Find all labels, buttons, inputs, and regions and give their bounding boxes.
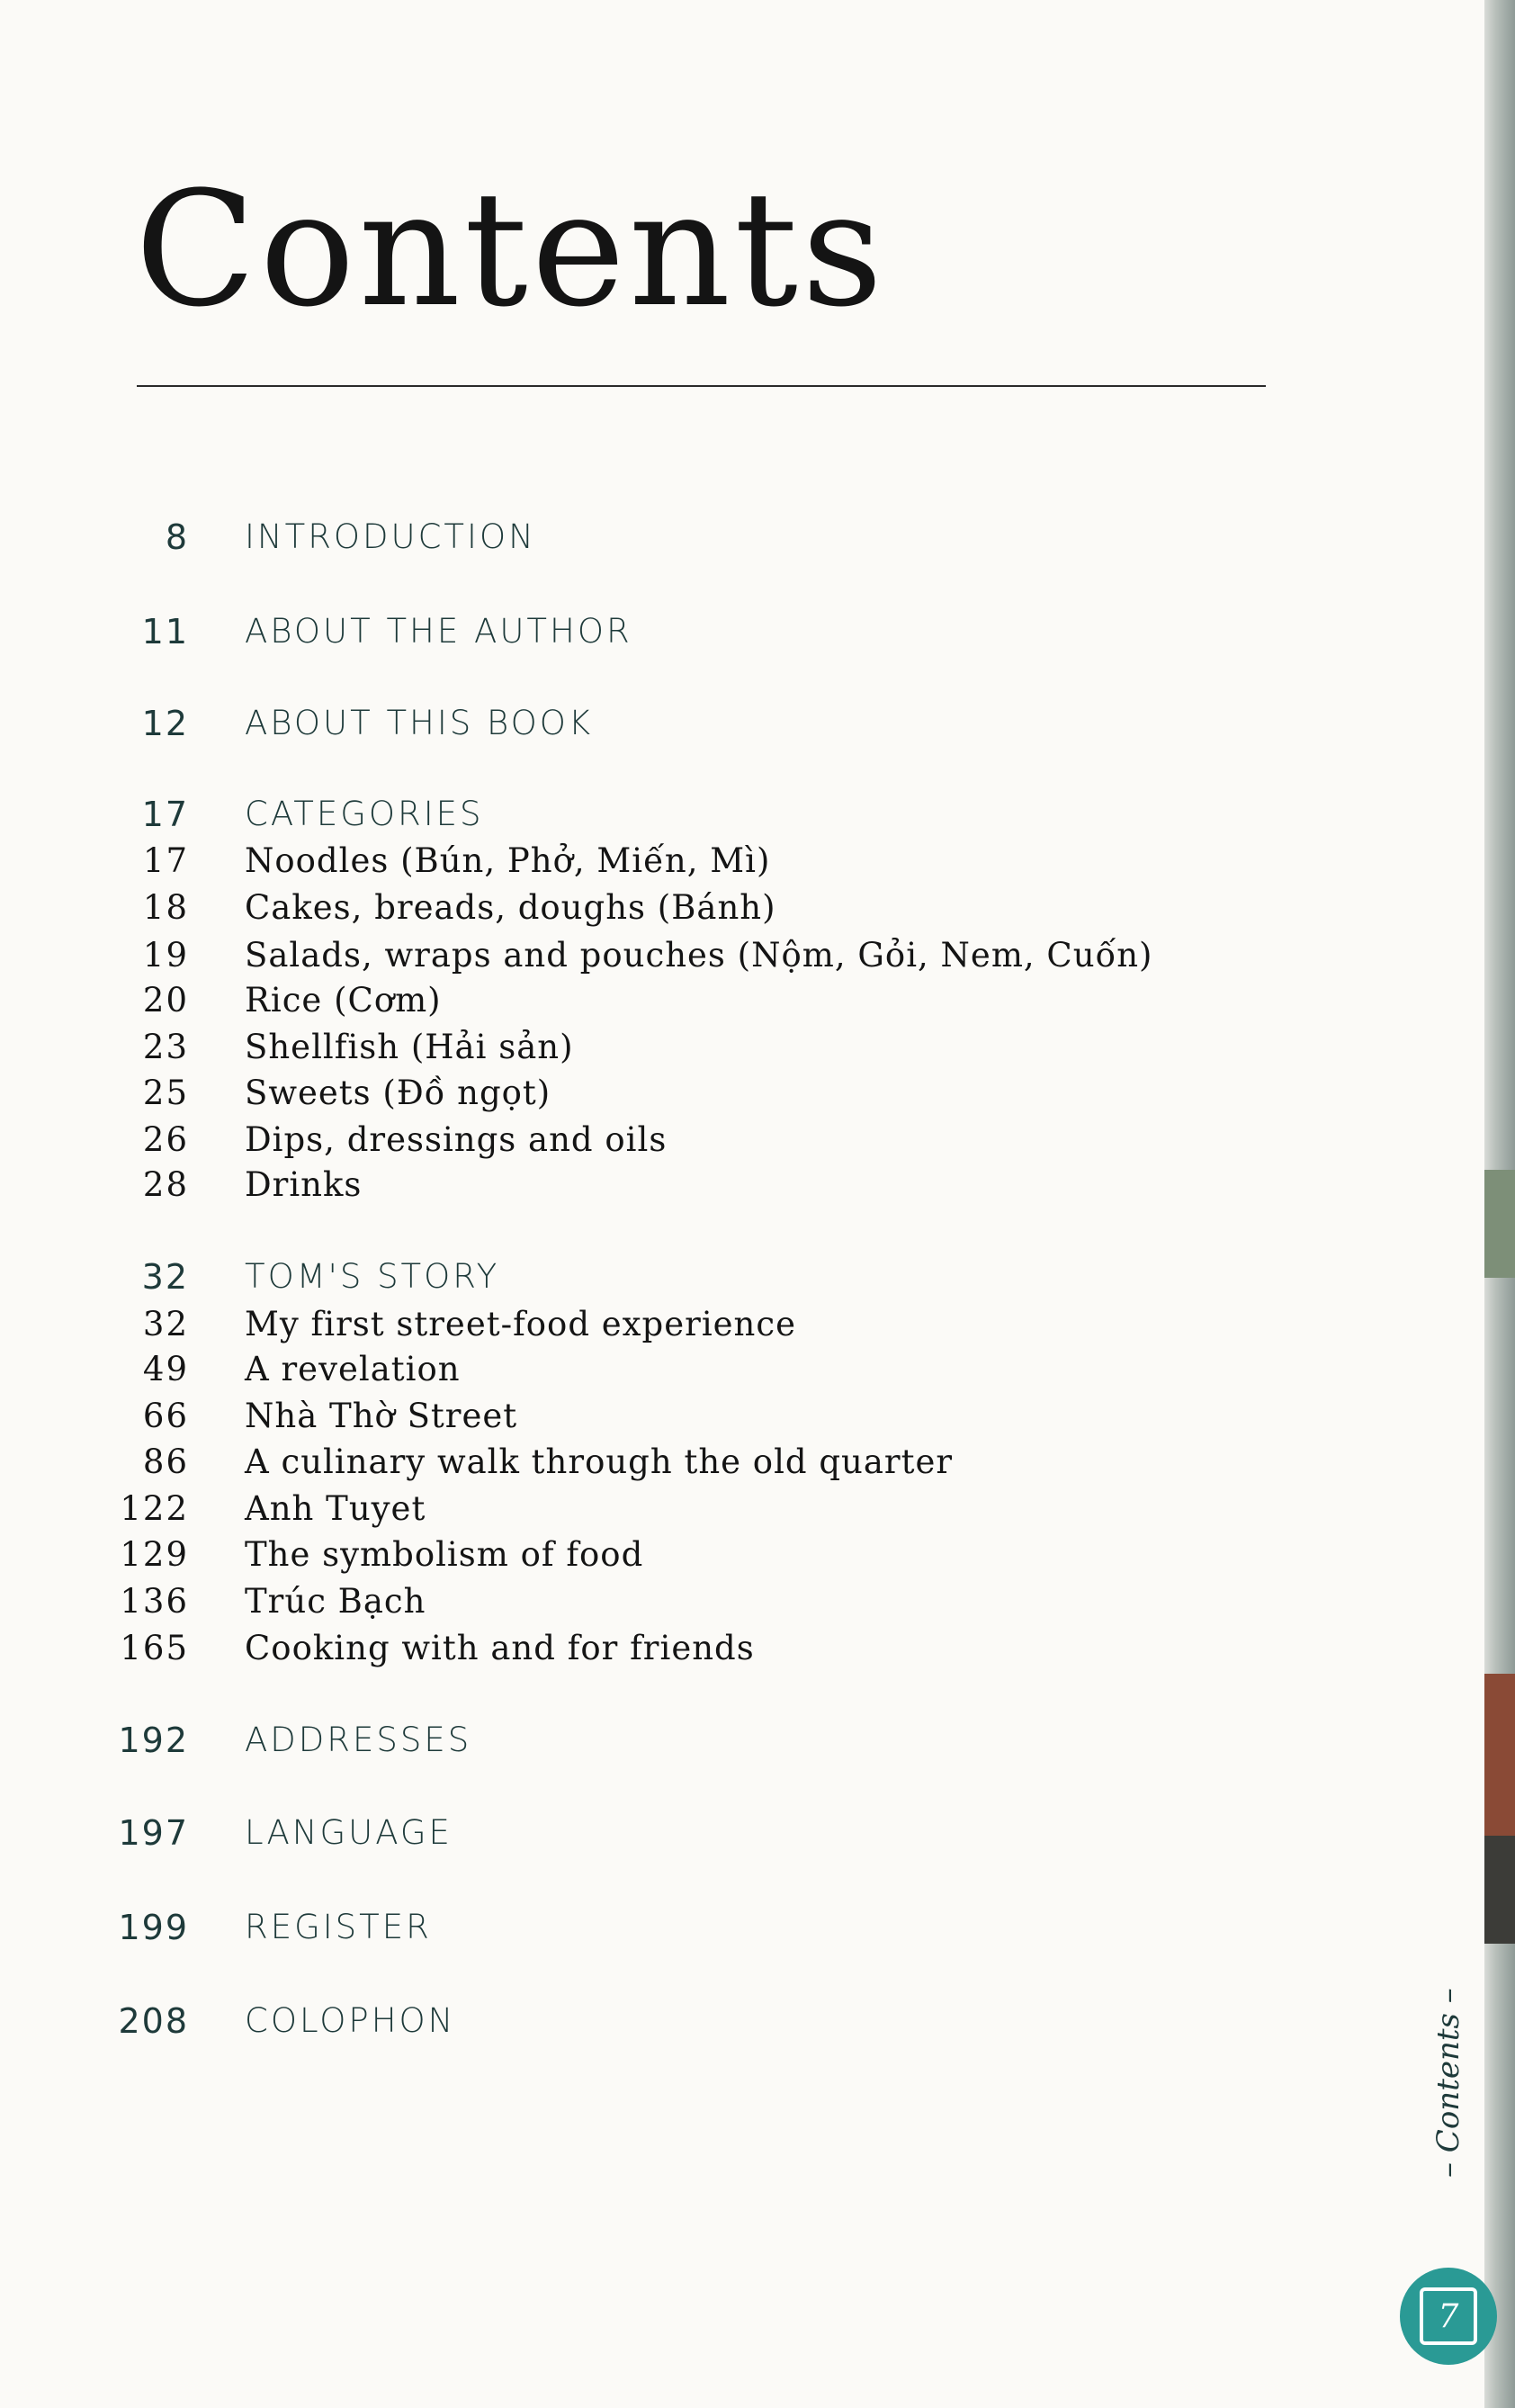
toc-page-number: 136 [120,1582,189,1621]
toc-label: A culinary walk through the old quarter [245,1442,954,1481]
toc-label: The symbolism of food [245,1535,644,1574]
toc-label: ABOUT THE AUTHOR [245,612,632,651]
toc-page-number: 17 [141,795,189,834]
toc-page-number: 32 [142,1305,189,1343]
toc-page-number: 165 [120,1629,189,1667]
page-edge-band [1484,1674,1515,1836]
toc-section [0,612,1260,659]
toc-label: ADDRESSES [245,1721,472,1759]
toc-label: My first street-food experience [245,1305,796,1343]
toc-label: Salads, wraps and pouches (Nộm, Gỏi, Nem, Cuốn) [245,936,1153,975]
toc-page-number: 19 [142,936,189,975]
page-number: 7 [1438,2297,1459,2335]
toc-entry [0,1397,1260,1443]
toc-entry [0,1489,1260,1536]
toc-page-number: 129 [120,1535,189,1574]
toc-label: INTRODUCTION [245,517,536,556]
toc-entry [0,1442,1260,1489]
page-edge-band [1484,1170,1515,1278]
toc-page-number: 20 [142,981,189,1020]
toc-section [0,1813,1260,1860]
toc-label: LANGUAGE [245,1813,453,1852]
toc-label: Rice (Cơm) [245,981,442,1020]
toc-page-number: 208 [118,2001,189,2041]
toc-entry [0,1535,1260,1582]
badge-frame-icon [1420,2287,1477,2345]
toc-page-number: 11 [141,612,189,651]
toc-page-number: 8 [165,517,189,557]
toc-page-number: 86 [142,1442,189,1481]
toc-entry [0,841,1260,888]
toc-page-number: 12 [141,704,189,743]
toc-section [0,795,1260,841]
page-title: Contents [135,157,887,342]
running-footer-caption: – Contents – [1430,1988,1466,2178]
toc-page-number: 32 [141,1257,189,1297]
toc-page-number: 26 [142,1120,189,1159]
toc-page-number: 18 [142,888,189,927]
toc-label: A revelation [245,1350,461,1388]
adjacent-page-edge [1484,0,1515,2408]
toc-page-number: 49 [142,1350,189,1388]
toc-entry [0,1120,1260,1167]
toc-label: Nhà Thờ Street [245,1397,518,1435]
toc-section [0,517,1260,564]
toc-label: CATEGORIES [245,795,484,833]
toc-label: Cooking with and for friends [245,1629,755,1667]
toc-label: Shellfish (Hải sản) [245,1028,574,1066]
toc-entry [0,1074,1260,1120]
toc-entry [0,1305,1260,1352]
toc-page-number: 17 [142,841,189,880]
toc-page-number: 25 [142,1074,189,1112]
toc-label: ABOUT THIS BOOK [245,704,594,742]
toc-label: Trúc Bạch [245,1582,426,1621]
toc-page-number: 199 [118,1908,189,1947]
toc-label: Dips, dressings and oils [245,1120,668,1159]
toc-label: REGISTER [245,1908,432,1946]
toc-label: Sweets (Đồ ngọt) [245,1074,551,1112]
toc-page-number: 197 [118,1813,189,1853]
toc-entry [0,888,1260,935]
toc-label: Drinks [245,1165,363,1204]
toc-entry [0,936,1260,983]
toc-section [0,1721,1260,1767]
toc-page-number: 192 [118,1721,189,1760]
toc-entry [0,1629,1260,1676]
toc-page-number: 23 [142,1028,189,1066]
toc-label: Noodles (Bún, Phở, Miến, Mì) [245,841,771,880]
toc-label: TOM'S STORY [245,1257,500,1296]
page-edge-band [1484,1836,1515,1944]
toc-entry [0,981,1260,1028]
toc-page-number: 122 [120,1489,189,1528]
toc-label: COLOPHON [245,2001,456,2040]
toc-entry [0,1165,1260,1212]
toc-label: Anh Tuyet [245,1489,426,1528]
toc-page-number: 66 [142,1397,189,1435]
page-number-badge [1400,2268,1497,2365]
toc-entry [0,1028,1260,1074]
title-divider [137,385,1266,387]
toc-label: Cakes, breads, doughs (Bánh) [245,888,776,927]
toc-section [0,2001,1260,2048]
toc-entry [0,1582,1260,1629]
toc-section [0,1908,1260,1954]
toc-section [0,704,1260,750]
toc-page-number: 28 [142,1165,189,1204]
toc-section [0,1257,1260,1304]
toc-entry [0,1350,1260,1397]
